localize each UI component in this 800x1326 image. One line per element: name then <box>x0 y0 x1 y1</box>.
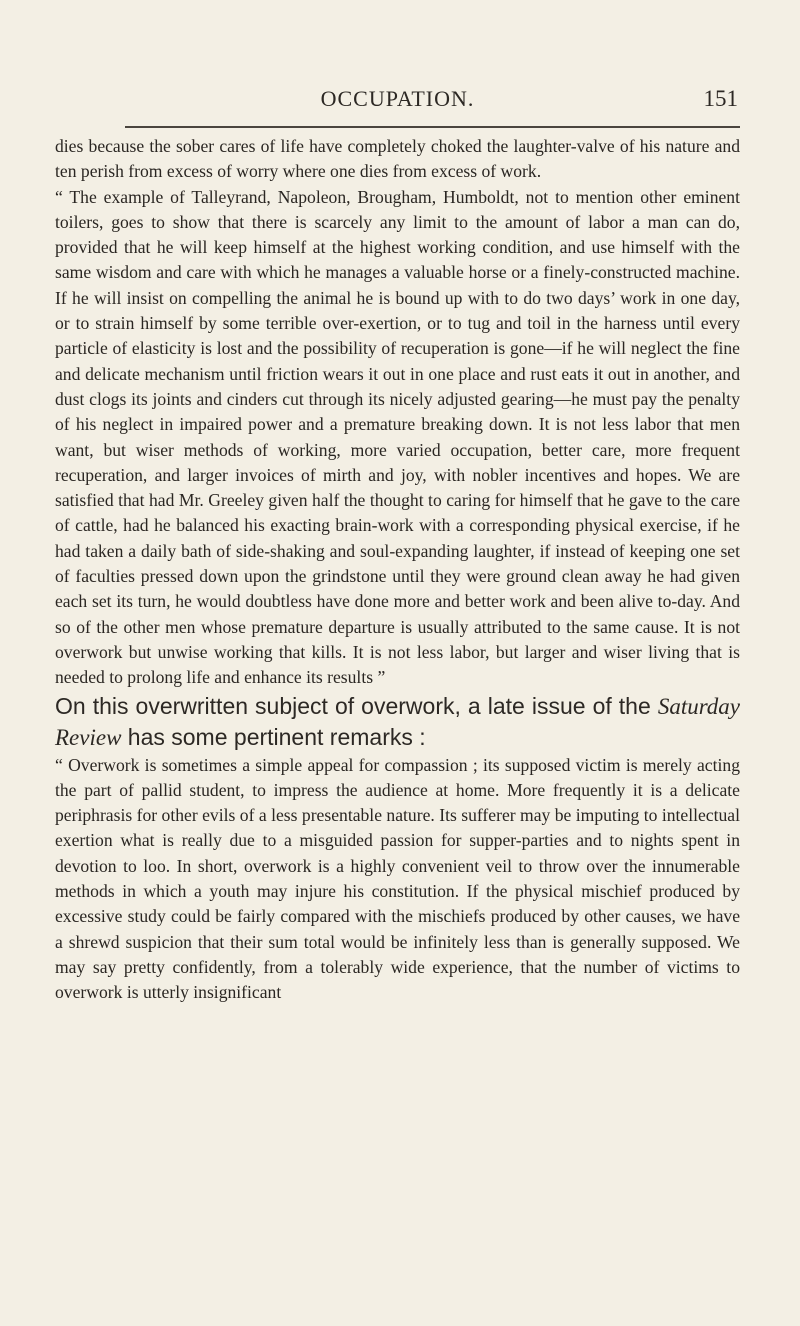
running-title: OCCUPATION. <box>320 86 475 111</box>
header-rule <box>125 126 740 128</box>
book-page <box>55 86 740 1006</box>
page-number: 151 <box>703 86 738 111</box>
intro-paragraph <box>55 691 740 753</box>
quoted-paragraph-talleyrand: “ The example of Talleyrand, Napoleon, Brougham, Humboldt, not to mention other eminent toilers, goes to show that there is scarcely any limit to the amount of labor a man can do, provided that he will keep himself at the highest working condition, and use himself with the same wisdom and care with which he manages a valuable horse or a finely-constructed machine. If he will insist on compelling the animal he is bound up with to do two days’ work in one day, or to strain himself by some terrible over-exertion, or to tug and toil in the harness until every particle of elasticity is lost and the possibility of recuperation is gone—if he will neglect the fine and delicate mechanism until friction wears it out in one place and rust eats it out in another, and dust clogs its joints and cinders cut through its nicely adjusted gearing—he must pay the penalty of his neglect in impaired power and a premature breaking down. It is not less labor that men want, but wiser methods of working, more varied occupation, better care, more frequent recuperation, and larger invoices of mirth and joy, with nobler incentives and hopes. We are satisfied that had Mr. Greeley given half the thought to caring for himself that he gave to the care of cattle, had he balanced his exacting brain-work with a corresponding physical exercise, if he had taken a daily bath of side-shaking and soul-expanding laughter, if instead of keeping one set of faculties pressed down upon the grindstone until they were ground clean away he had given each set its turn, he would doubtless have done more and better work and been alive to-day. And so of the other men whose premature departure is usually attributed to the same cause. It is not overwork but unwise working that kills. It is not less labor, but larger and wiser living that is needed to prolong life and enhance its results ” <box>55 186 740 688</box>
running-head <box>55 86 740 120</box>
intro-text-end: has some pertinent remarks : <box>127 723 426 750</box>
quoted-paragraph-overwork: “ Overwork is sometimes a simple appeal for compassion ; its supposed victim is merely acting the part of pallid student, to impress the audience at home. More frequently it is a delicate periphrasis for other evils of a less presentable nature. Its sufferer may be imputing to intellectual exertion what is really due to a misguided passion for supper-parties and to nights spent in devotion to loo. In short, overwork is a highly convenient veil to throw over the innumerable methods in which a youth may injure his constitution. If the physical mischief produced by excessive study could be fairly compared with the mischiefs produced by other causes, we have a shrewd suspicion that their sum total would be infinitely less than is generally supposed. We may say pretty confidently, from a tolerably wide experience, that the number of victims to overwork is utterly insignificant <box>55 754 740 1003</box>
intro-text: On this overwritten subject of overwork, a late issue of the <box>55 692 651 719</box>
publication-title: Saturday Review <box>55 693 741 750</box>
paragraph-continuation: dies because the sober cares of life have completely choked the laughter-valve of his nature and ten perish from excess of worry where one dies from excess of work. <box>55 136 740 182</box>
body-text <box>55 134 740 1006</box>
